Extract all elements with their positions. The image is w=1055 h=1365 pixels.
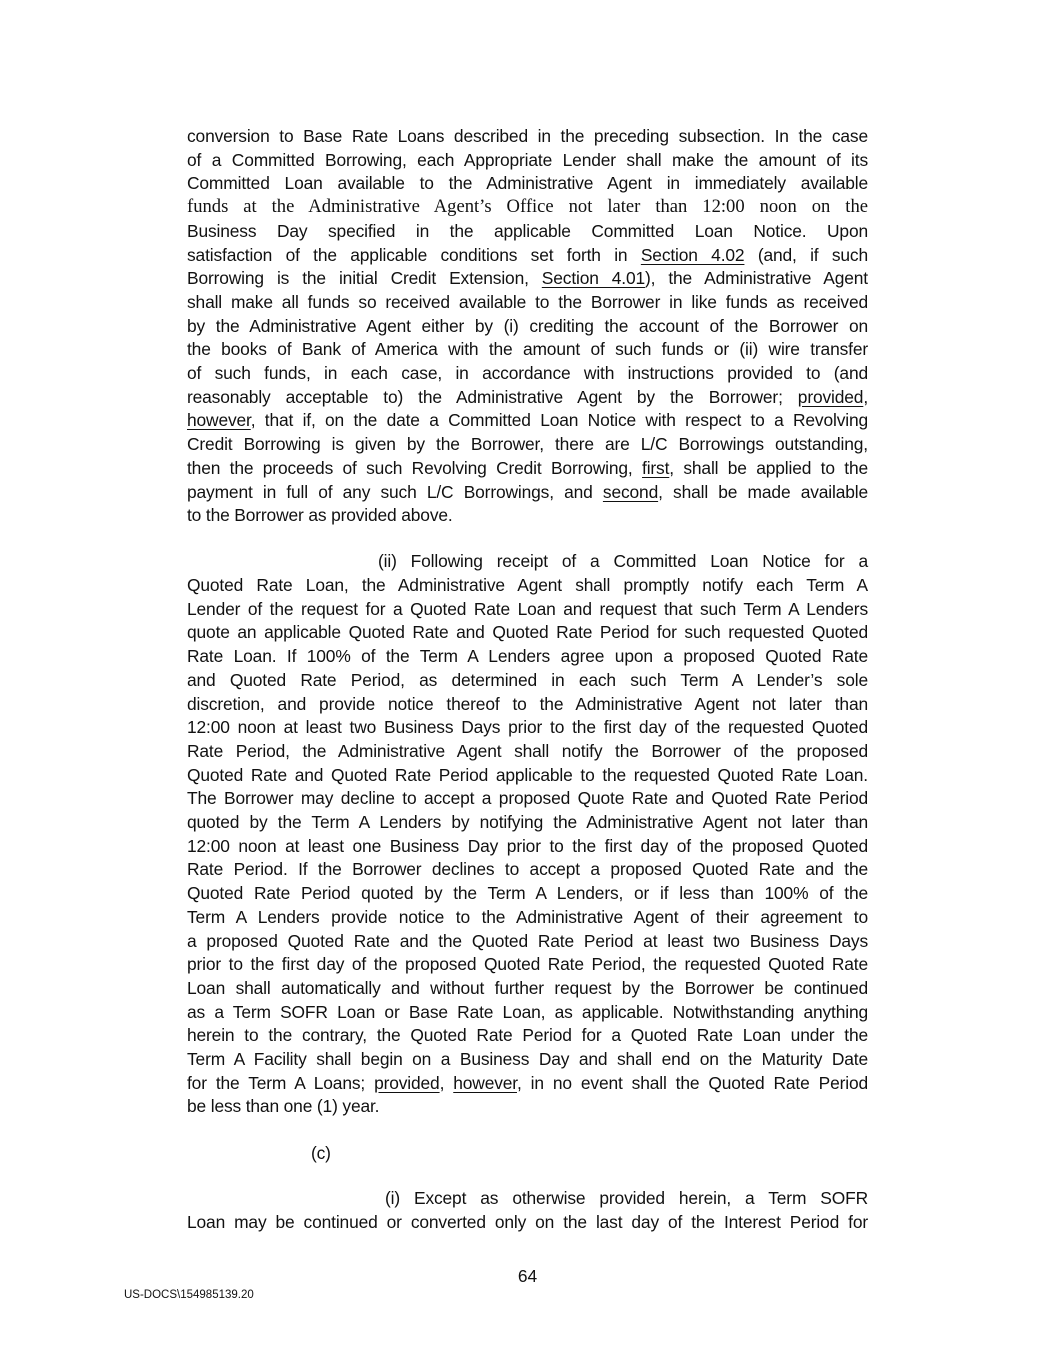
text-run: Credit Borrowing is given by the Borrower, there are L/C Borrowings outstanding,: [187, 434, 868, 455]
text-line: [187, 668, 868, 692]
text-line: [187, 763, 868, 787]
text-run: as a Term SOFR Loan or Base Rate Loan, as applicable. Notwithstanding anything: [187, 1001, 868, 1022]
text-run: Term A Lenders provide notice to the Administrative Agent of their agreement to: [187, 906, 868, 927]
text-line: [187, 905, 868, 929]
text-run: Loan shall automatically and without further request by the Borrower be continued: [187, 977, 868, 998]
text-run: , in no event shall the Quoted Rate Period: [516, 1072, 868, 1093]
text-line: [187, 1000, 868, 1024]
text-line: [187, 692, 868, 716]
text-line: [187, 1094, 868, 1118]
text-run: Quoted Rate and Quoted Rate Period applicable to the requested Quoted Rate Loan.: [187, 764, 868, 785]
text-run: and Quoted Rate Period, as determined in each such Term A Lender’s sole: [187, 669, 868, 690]
text-run: of a Committed Borrowing, each Appropriate Lender shall make the amount of its: [187, 149, 868, 170]
text-run: reasonably acceptable to) the Administrative Agent by the Borrower;: [187, 386, 798, 407]
text-line: [187, 266, 868, 290]
text-run: 12:00 noon at least one Business Day prior to the first day of the proposed Quoted: [187, 835, 868, 856]
text-run: , that if, on the date a Committed Loan Notice with respect to a Revolving: [250, 410, 868, 431]
text-run: by the Administrative Agent either by (i) crediting the account of the Borrower on: [187, 315, 868, 336]
text-line: [187, 573, 868, 597]
text-run: quote an applicable Quoted Rate and Quoted Rate Period for such requested Quoted: [187, 622, 868, 643]
text-run: 12:00 noon at least two Business Days prior to the first day of the requested Quoted: [187, 717, 868, 738]
underlined-term: Section 4.02: [640, 244, 745, 265]
page-number: 64: [517, 1266, 538, 1286]
text-line: [187, 124, 868, 148]
text-line: [187, 1023, 868, 1047]
text-run: be less than one (1) year.: [187, 1096, 380, 1117]
text-run: Lender of the request for a Quoted Rate Loan and request that such Term A Lenders: [187, 598, 868, 619]
text-line: [187, 408, 868, 432]
text-run: Rate Period. If the Borrower declines to accept a proposed Quoted Rate and the: [187, 859, 868, 880]
text-line: [187, 314, 868, 338]
text-run: Business Day specified in the applicable Committed Loan Notice. Upon: [187, 220, 868, 241]
text-run: Borrowing is the initial Credit Extension,: [187, 268, 542, 289]
underlined-term: provided: [374, 1072, 440, 1093]
paragraph-2-first-line: (ii) Following receipt of a Committed Loan Notice for a: [378, 551, 868, 571]
section-c-label: (c): [311, 1143, 331, 1163]
text-line: [187, 929, 868, 953]
underlined-term: Section 4.01: [541, 268, 646, 289]
text-run: payment in full of any such L/C Borrowings, and: [187, 481, 603, 502]
text-line: [187, 810, 868, 834]
text-run: the books of Bank of America with the amount of such funds or (ii) wire transfer: [187, 339, 868, 360]
text-run: prior to the first day of the proposed Quoted Rate Period, the requested Quoted Rate: [187, 954, 868, 975]
text-run: Term A Facility shall begin on a Business Day and shall end on the Maturity Date: [187, 1049, 868, 1069]
underlined-term: second: [602, 481, 659, 502]
text-run: Rate Loan. If 100% of the Term A Lenders agree upon a proposed Quoted Rate: [187, 646, 868, 667]
text-line: [187, 786, 868, 810]
text-line: [187, 857, 868, 881]
text-line: [187, 148, 868, 172]
text-line: [187, 834, 868, 858]
text-line: [187, 337, 868, 361]
text-run: shall make all funds so received available to the Borrower in like funds as received: [187, 291, 868, 312]
text-line: [187, 195, 868, 219]
text-line: [187, 171, 868, 195]
text-line: [187, 620, 868, 644]
text-run: herein to the contrary, the Quoted Rate Period for a Quoted Rate Loan under the: [187, 1025, 868, 1046]
text-run: satisfaction of the applicable conditions set forth in: [187, 244, 641, 265]
text-line: [187, 1047, 868, 1071]
text-line: [187, 243, 868, 267]
text-line: [187, 1210, 868, 1234]
text-line: [187, 976, 868, 1000]
text-run: discretion, and provide notice thereof to the Administrative Agent not later than: [187, 693, 868, 714]
text-line: [187, 503, 868, 527]
underlined-term: however: [187, 410, 251, 431]
text-run: conversion to Base Rate Loans described in the preceding subsection. In the case: [187, 126, 868, 146]
text-line: [187, 361, 868, 385]
text-run: Loan may be continued or converted only on the last day of the Interest Period for: [187, 1212, 868, 1232]
text-line: [187, 219, 868, 243]
text-line: [187, 881, 868, 905]
text-line: [187, 644, 868, 668]
document-id: US-DOCS\154985139.20: [124, 1289, 254, 1301]
text-run: quoted by the Term A Lenders by notifying the Administrative Agent not later than: [187, 812, 868, 832]
text-run: , shall be applied to the: [669, 457, 869, 478]
text-run: Quoted Rate Period quoted by the Term A Lenders, or if less than 100% of the: [187, 883, 868, 904]
text-line: [187, 739, 868, 763]
text-run: Rate Period, the Administrative Agent shall notify the Borrower of the proposed: [187, 740, 868, 761]
text-line: [187, 290, 868, 314]
underlined-term: however: [453, 1072, 517, 1093]
text-run: for the Term A Loans;: [187, 1072, 375, 1093]
text-run: of such funds, in each case, in accordance with instructions provided to (and: [187, 363, 868, 383]
text-run: (and, if such: [744, 244, 868, 265]
text-line: [187, 480, 868, 504]
text-run: ,: [439, 1072, 454, 1093]
text-run: The Borrower may decline to accept a proposed Quote Rate and Quoted Rate Period: [187, 788, 868, 809]
text-run: ,: [863, 386, 868, 407]
underlined-term: first: [642, 457, 670, 478]
text-line: [187, 597, 868, 621]
text-line: [187, 456, 868, 480]
paragraph-3-first-line: (i) Except as otherwise provided herein, a Term SOFR: [385, 1188, 868, 1208]
text-run: ), the Administrative Agent: [645, 268, 868, 289]
text-run: to the Borrower as provided above.: [187, 505, 453, 526]
text-run: a proposed Quoted Rate and the Quoted Rate Period at least two Business Days: [187, 930, 868, 951]
underlined-term: provided: [797, 386, 864, 407]
text-run: funds at the Administrative Agent’s Office not later than 12:00 noon on the: [187, 196, 868, 218]
text-line: [187, 952, 868, 976]
text-run: then the proceeds of such Revolving Credit Borrowing,: [187, 457, 643, 478]
text-line: [187, 715, 868, 739]
text-line: [187, 432, 868, 456]
text-run: Committed Loan available to the Administrative Agent in immediately available: [187, 173, 868, 194]
text-run: , shall be made available: [658, 481, 868, 502]
text-line: [187, 1071, 868, 1095]
text-run: Quoted Rate Loan, the Administrative Agent shall promptly notify each Term A: [187, 575, 868, 595]
text-line: [187, 385, 868, 409]
